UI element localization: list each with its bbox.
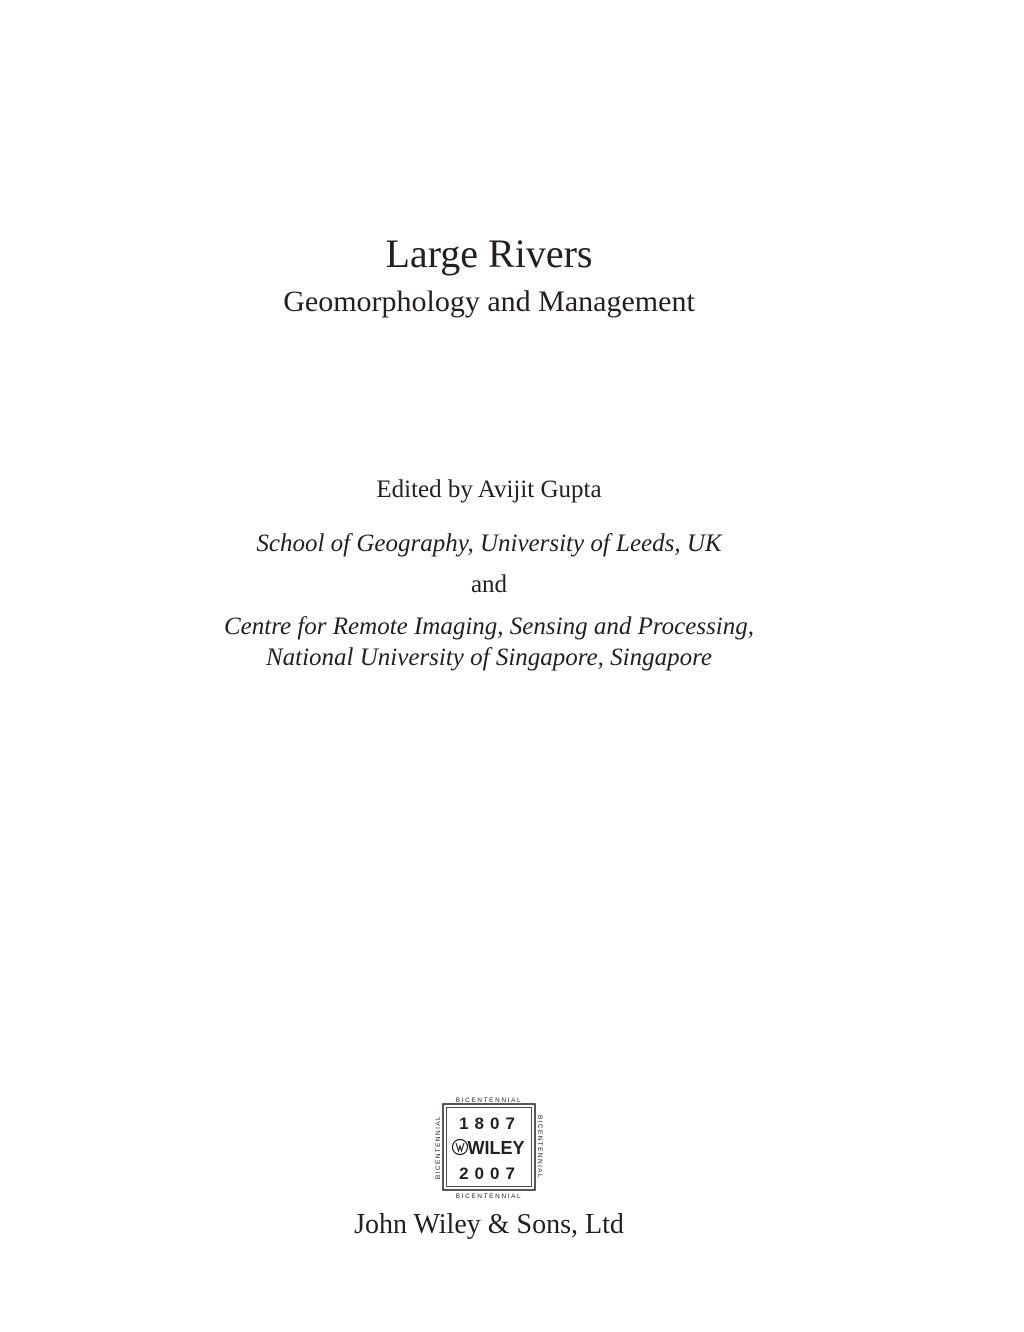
book-title: Large Rivers (385, 231, 593, 276)
logo-ring-text-top: BICENTENNIAL (455, 1097, 523, 1104)
affiliation-singapore-line-2: National University of Singapore, Singapore (265, 644, 713, 671)
book-subtitle: Geomorphology and Management (283, 285, 695, 318)
logo-year-end: 2007 (459, 1164, 521, 1183)
wiley-bicentennial-logo (434, 1095, 544, 1199)
logo-brand: WILEY (467, 1138, 525, 1158)
logo-year-start: 1807 (459, 1114, 521, 1133)
logo-ring-text-bottom: BICENTENNIAL (455, 1193, 523, 1199)
affiliation-conjunction: and (470, 571, 508, 598)
editor-line: Edited by Avijit Gupta (376, 476, 602, 503)
affiliation-leeds: School of Geography, University of Leeds, UK (256, 530, 722, 557)
affiliation-singapore (0, 611, 978, 673)
logo-ring-text-right: BICENTENNIAL (536, 1114, 543, 1180)
publisher-name: John Wiley & Sons, Ltd (354, 1209, 624, 1240)
affiliation-singapore-line-1: Centre for Remote Imaging, Sensing and Processing, (223, 613, 755, 640)
logo-ring-text-left: BICENTENNIAL (435, 1114, 442, 1180)
